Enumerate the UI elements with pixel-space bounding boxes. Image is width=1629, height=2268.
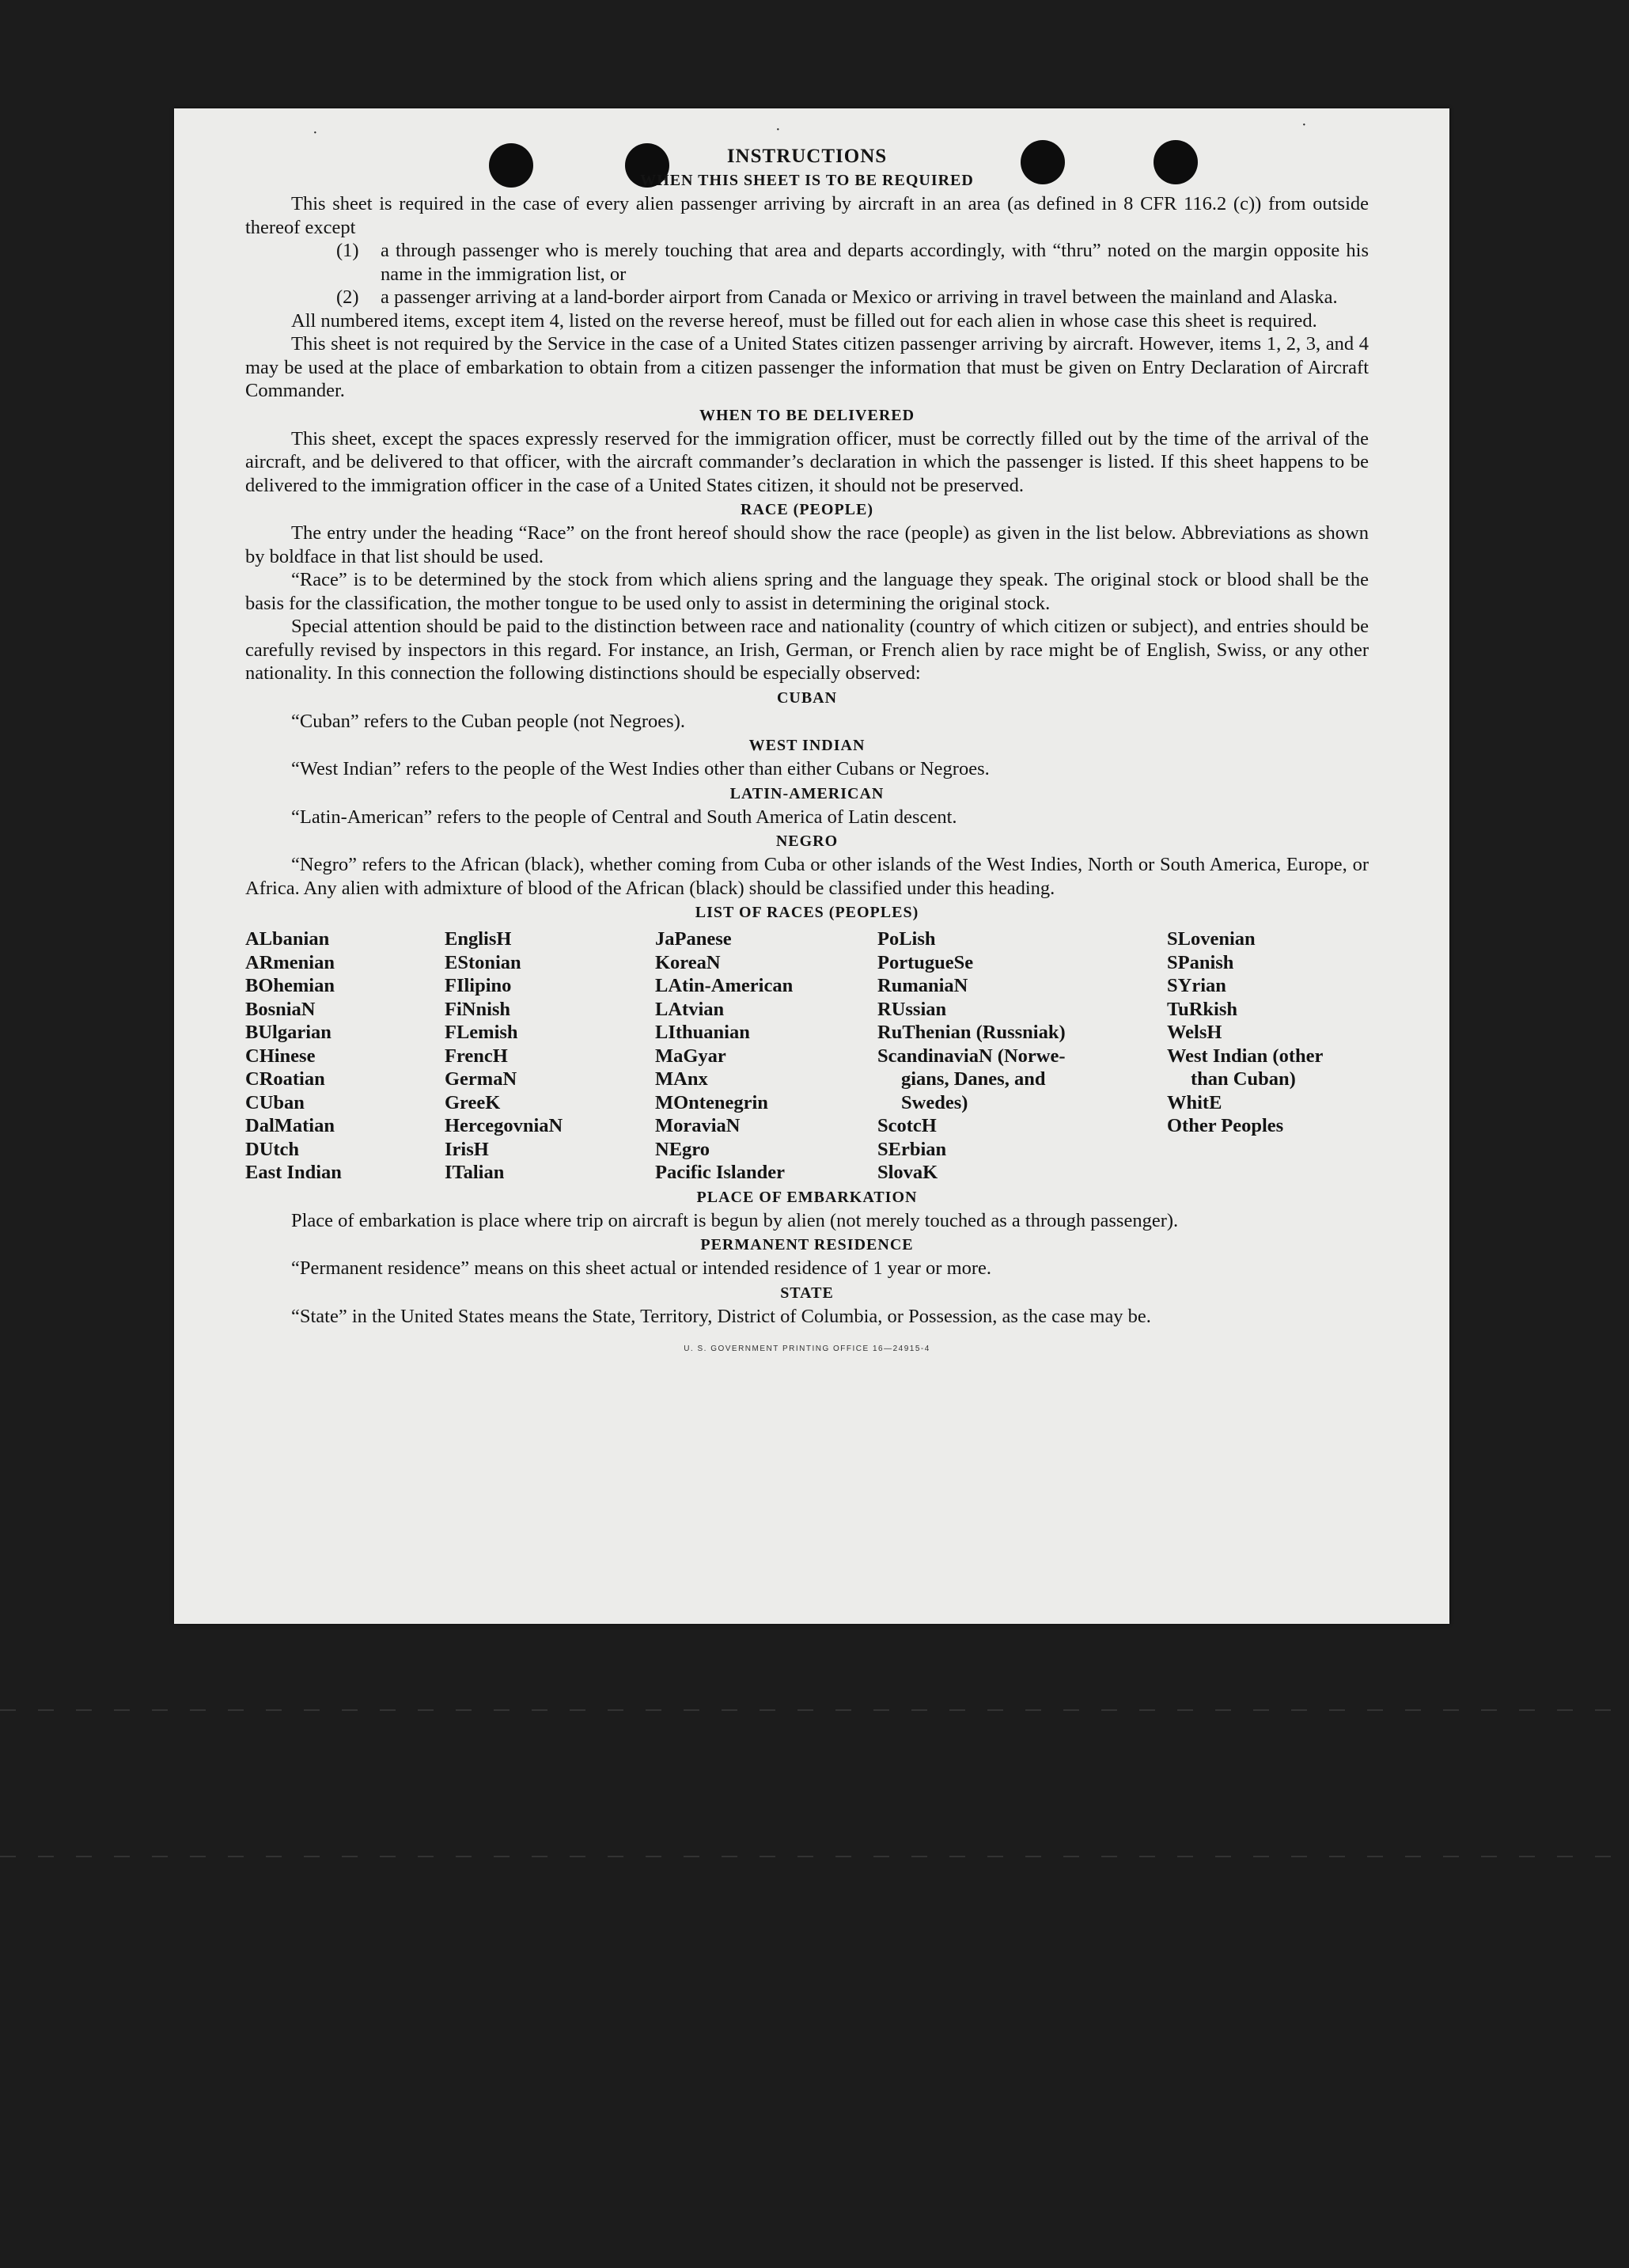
paragraph: All numbered items, except item 4, listed on the reverse hereof, must be filled out for each alien in whose case this sheet is required. bbox=[291, 309, 1317, 332]
race-item: Swedes) bbox=[901, 1091, 968, 1113]
paragraph: The entry under the heading “Race” on the front hereof should show the race (people) as given in the list below. Abbreviations as shown by boldface in that list should be used. bbox=[245, 522, 1369, 567]
paragraph: “Race” is to be determined by the stock from which aliens spring and the language they speak. The original stock or blood shall be the basis for the classification, the mother tongue to be used only to assist in determining the original stock. bbox=[245, 569, 1369, 614]
paragraph: This sheet is not required by the Service in the case of a United States citizen passenger arriving by aircraft. However, items 1, 2, 3, and 4 may be used at the place of embarkation to obtain from a citizen passenger the information that must be given on Entry Declaration of Aircraft Commander. bbox=[245, 333, 1369, 401]
races-column bbox=[245, 927, 445, 1185]
race-item: MaGyar bbox=[655, 1045, 726, 1067]
race-item: WhitE bbox=[1167, 1091, 1222, 1113]
races-column bbox=[445, 927, 655, 1185]
section-heading: LIST OF RACES (PEOPLES) bbox=[695, 904, 919, 921]
race-item: BOhemian bbox=[245, 975, 335, 996]
race-item: RumaniaN bbox=[877, 975, 968, 996]
race-item: gians, Danes, and bbox=[901, 1068, 1046, 1090]
document-sheet bbox=[174, 108, 1449, 1624]
race-item: PortugueSe bbox=[877, 951, 974, 973]
paragraph: Special attention should be paid to the distinction between race and nationality (country of which citizen or subject), and entries should be carefully revised by inspectors in this regard. For instance, an Irish, German, or French alien by race might be of English, Swiss, or any other nationality. In this connection the following distinctions should be especially observed: bbox=[245, 616, 1369, 684]
list-number: (1) bbox=[336, 240, 359, 261]
race-item: Pacific Islander bbox=[655, 1162, 785, 1183]
race-item: JaPanese bbox=[655, 928, 732, 950]
section-heading: LATIN-AMERICAN bbox=[729, 784, 885, 802]
race-item: PoLish bbox=[877, 928, 936, 950]
race-item: HercegovniaN bbox=[445, 1115, 563, 1136]
race-item: East Indian bbox=[245, 1162, 342, 1183]
list-item bbox=[245, 286, 1369, 309]
race-item: IrisH bbox=[445, 1138, 489, 1160]
paragraph: “Permanent residence” means on this sheet actual or intended residence of 1 year or more. bbox=[291, 1257, 992, 1279]
race-item: SErbian bbox=[877, 1138, 947, 1160]
list-number: (2) bbox=[336, 286, 359, 308]
race-item: EStonian bbox=[445, 951, 521, 973]
race-item: MAnx bbox=[655, 1068, 708, 1090]
paragraph: “Cuban” refers to the Cuban people (not Negroes). bbox=[291, 710, 685, 732]
paragraph: “State” in the United States means the State, Territory, District of Columbia, or Possession, as the case may be. bbox=[291, 1305, 1151, 1327]
list-text: a through passenger who is merely touching that area and departs accordingly, with “thru” noted on the margin opposite his name in the immigration list, or bbox=[381, 240, 1369, 285]
races-column bbox=[655, 927, 877, 1185]
race-item: SlovaK bbox=[877, 1162, 938, 1183]
race-item: GermaN bbox=[445, 1068, 517, 1090]
race-item: CUban bbox=[245, 1091, 305, 1113]
scan-artifact bbox=[0, 1709, 1629, 1711]
race-item: RuThenian (Russniak) bbox=[877, 1022, 1066, 1043]
race-item: KoreaN bbox=[655, 951, 721, 973]
section-heading: PLACE OF EMBARKATION bbox=[696, 1188, 918, 1206]
page-title: INSTRUCTIONS bbox=[726, 146, 888, 167]
paragraph: Place of embarkation is place where trip on aircraft is begun by alien (not merely touched as a through passenger). bbox=[291, 1209, 1179, 1231]
race-item: SLovenian bbox=[1167, 928, 1256, 950]
race-item: CHinese bbox=[245, 1045, 316, 1067]
list-item bbox=[245, 239, 1369, 286]
race-item: NEgro bbox=[655, 1138, 710, 1160]
race-item: LAtin-American bbox=[655, 975, 794, 996]
scan-speck: · bbox=[313, 124, 318, 142]
race-item: CRoatian bbox=[245, 1068, 325, 1090]
race-item: DalMatian bbox=[245, 1115, 335, 1136]
race-item: BosniaN bbox=[245, 998, 316, 1020]
race-item: GreeK bbox=[445, 1091, 501, 1113]
printer-imprint: U. S. GOVERNMENT PRINTING OFFICE 16—24915-4 bbox=[684, 1344, 930, 1353]
race-item: MoraviaN bbox=[655, 1115, 741, 1136]
race-item: MOntenegrin bbox=[655, 1091, 768, 1113]
race-item: SPanish bbox=[1167, 951, 1234, 973]
race-item: West Indian (other bbox=[1167, 1045, 1324, 1067]
race-item: ALbanian bbox=[245, 928, 330, 950]
race-item: ARmenian bbox=[245, 951, 335, 973]
race-item: SYrian bbox=[1167, 975, 1226, 996]
section-heading: CUBAN bbox=[776, 688, 838, 707]
race-item: ScandinaviaN (Norwe- bbox=[877, 1045, 1066, 1067]
section-heading: WEST INDIAN bbox=[748, 737, 866, 754]
scan-speck: · bbox=[1301, 116, 1307, 134]
paragraph: “Negro” refers to the African (black), whether coming from Cuba or other islands of the West Indies, North or South America, Europe, or Africa. Any alien with admixture of blood of the African (black) should be classified under this heading. bbox=[245, 854, 1369, 899]
race-item: FLemish bbox=[445, 1022, 518, 1043]
race-item: LIthuanian bbox=[655, 1022, 750, 1043]
race-item: ITalian bbox=[445, 1162, 505, 1183]
paragraph: “Latin-American” refers to the people of Central and South America of Latin descent. bbox=[291, 806, 957, 828]
race-item: LAtvian bbox=[655, 998, 725, 1020]
race-item: TuRkish bbox=[1167, 998, 1238, 1020]
race-item: FrencH bbox=[445, 1045, 508, 1067]
section-heading: WHEN THIS SHEET IS TO BE REQUIRED bbox=[640, 172, 974, 189]
paragraph: This sheet, except the spaces expressly reserved for the immigration officer, must be correctly filled out by the time of the arrival of the aircraft, and be delivered to that officer, with the aircraft commander’s declaration in which the passenger is listed. If this sheet happens to be delivered to the immigration officer in the case of a United States citizen, it should not be preserved. bbox=[245, 427, 1369, 496]
race-item: ScotcH bbox=[877, 1115, 937, 1136]
races-column bbox=[1167, 927, 1369, 1185]
race-item: Other Peoples bbox=[1167, 1115, 1284, 1136]
race-item: DUtch bbox=[245, 1138, 300, 1160]
section-heading: STATE bbox=[780, 1284, 834, 1302]
paragraph: “West Indian” refers to the people of the West Indies other than either Cubans or Negroes. bbox=[291, 758, 990, 779]
paragraph: This sheet is required in the case of every alien passenger arriving by aircraft in an area (as defined in 8 CFR 116.2 (c)) from outside thereof except bbox=[245, 193, 1369, 238]
list-text: a passenger arriving at a land-border airport from Canada or Mexico or arriving in travel between the mainland and Alaska. bbox=[381, 286, 1338, 308]
races-column bbox=[877, 927, 1167, 1185]
section-heading: PERMANENT RESIDENCE bbox=[700, 1236, 914, 1253]
race-item: than Cuban) bbox=[1191, 1068, 1296, 1090]
scan-speck: · bbox=[775, 121, 781, 138]
race-item: BUlgarian bbox=[245, 1022, 331, 1043]
section-heading: NEGRO bbox=[775, 832, 839, 850]
race-item: RUssian bbox=[877, 998, 947, 1020]
section-heading: RACE (PEOPLE) bbox=[741, 501, 873, 518]
race-item: EnglisH bbox=[445, 928, 512, 950]
instructions-content bbox=[245, 143, 1369, 1361]
race-item: WelsH bbox=[1167, 1022, 1222, 1043]
race-item: FIlipino bbox=[445, 975, 512, 996]
race-item: FiNnish bbox=[445, 998, 511, 1020]
races-list bbox=[245, 927, 1369, 1185]
scan-artifact bbox=[0, 1856, 1629, 1857]
section-heading: WHEN TO BE DELIVERED bbox=[699, 406, 915, 424]
